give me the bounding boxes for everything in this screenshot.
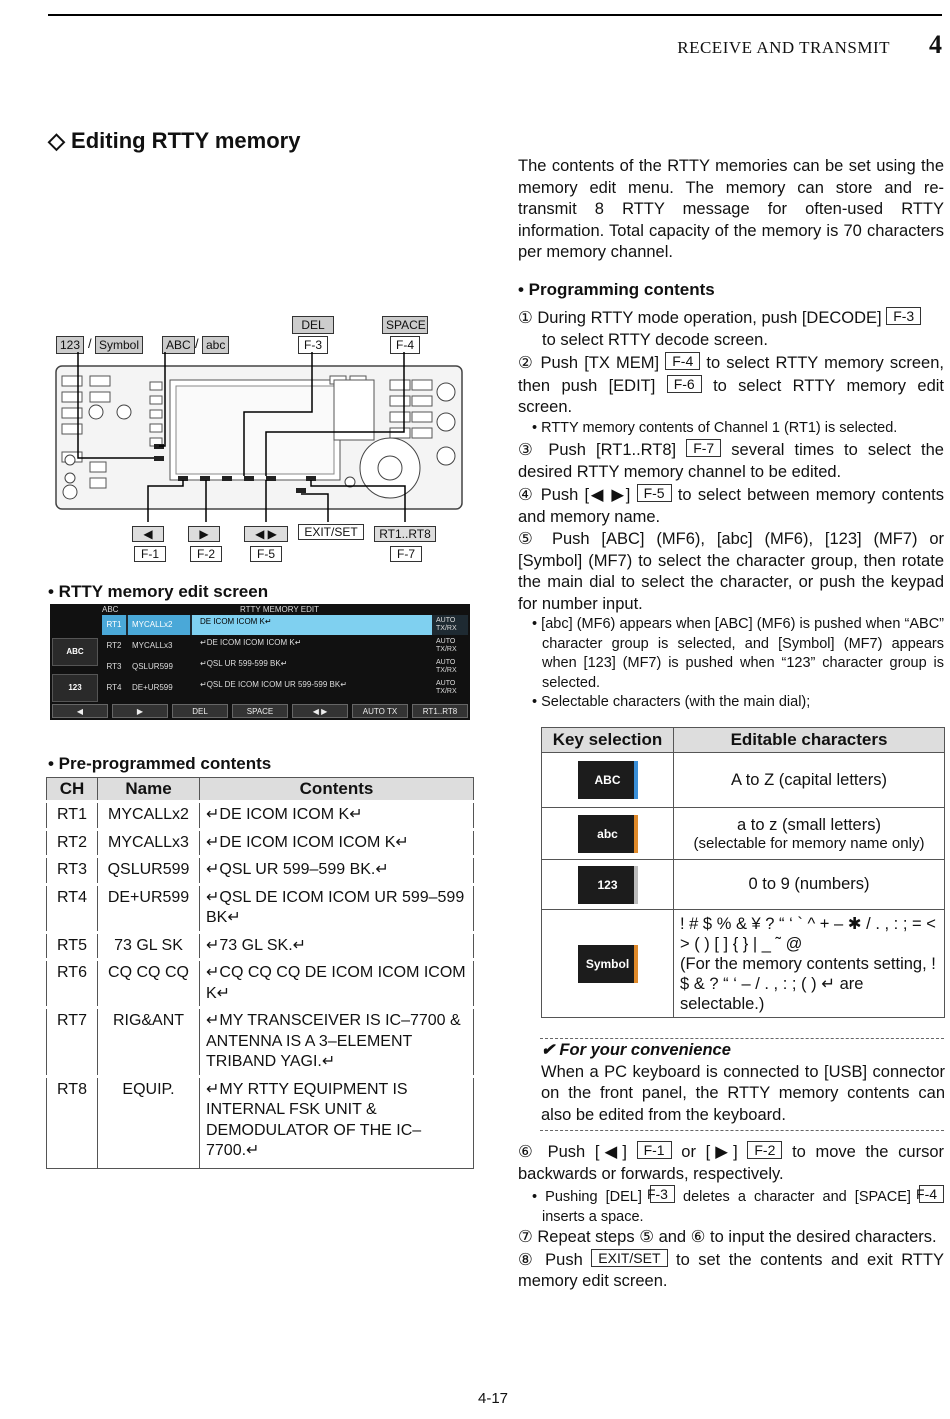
screen-row-mode: AUTO TX/RX [436, 659, 457, 674]
key-f3: F-3 [886, 307, 921, 325]
slash: / [195, 336, 199, 351]
cell-name: DE+UR599 [98, 884, 200, 932]
symbol-key-image: Symbol [578, 945, 638, 983]
preprogrammed-table [46, 777, 474, 1169]
table-row [47, 857, 474, 885]
left-right-button-label: ◀ ▶ [244, 526, 288, 542]
table-row [542, 753, 945, 808]
key-exit-set: EXIT/SET [591, 1249, 667, 1267]
cell-contents: ↵73 GL SK.↵ [200, 932, 474, 960]
key-selection-table [541, 727, 945, 1018]
label-abc-lower: abc [202, 336, 229, 354]
cell-chars: 0 to 9 (numbers) [674, 860, 945, 910]
screen-row-text: ↵DE ICOM ICOM ICOM K↵ [200, 638, 302, 647]
table-row [542, 910, 945, 1018]
key-f3: F-3 [650, 1185, 675, 1203]
screen-row-name: MYCALLx3 [132, 641, 173, 650]
convenience-text: When a PC keyboard is connected to [USB] connector on the front panel, the RTTY memory contents can also be edited from the keyboard. [541, 1062, 945, 1124]
screen-mode: ABC [102, 605, 119, 614]
screen-row-mode: AUTO TX/RX [436, 638, 457, 653]
step-3: ③ Push [RT1..RT8] F-7 several times to select the desired RTTY memory channel to be edited. [518, 440, 944, 481]
step-5-note: • [abc] (MF6) appears when [ABC] (MF6) is pushed when “ABC” character group is selected, and [Symbol] (MF7) appears when [123] (MF7) is pushed when “123” character group is selected. [532, 616, 944, 691]
rt1-rt8-label: RT1..RT8 [374, 526, 436, 542]
key-123-image: 123 [578, 866, 638, 904]
column-header: Contents [200, 778, 474, 802]
programming-heading: • Programming contents [518, 280, 715, 299]
cell-name: CQ CQ CQ [98, 960, 200, 1008]
label-f1: F-1 [134, 546, 166, 562]
chapter-number: 4 [929, 30, 942, 59]
step-1: ① During RTTY mode operation, push [DECODE] F-3 to select RTTY decode screen. [518, 307, 944, 351]
screen-fkey: AUTO TX [352, 704, 408, 718]
cell-name: QSLUR599 [98, 857, 200, 885]
cell-name: MYCALLx2 [98, 802, 200, 830]
screen-fkey: SPACE [232, 704, 288, 718]
transceiver-front-panel [50, 352, 470, 522]
label-space: SPACE [382, 316, 428, 334]
table-header-row [542, 728, 945, 753]
running-header: RECEIVE AND TRANSMIT [677, 38, 890, 57]
cell-ch: RT2 [47, 829, 98, 857]
screen-row-ch: RT2 [106, 641, 122, 650]
cell-ch: RT7 [47, 1008, 98, 1077]
table-row [47, 802, 474, 830]
cell-ch: RT4 [47, 884, 98, 932]
step-2-note: • RTTY memory contents of Channel 1 (RT1) is selected. [532, 419, 898, 436]
screen-fkey: ▶ [112, 704, 168, 718]
screen-row-name: QSLUR599 [132, 662, 173, 671]
abc-upper-key-image: ABC [578, 761, 638, 799]
table-row [47, 960, 474, 1008]
table-row [47, 932, 474, 960]
screen-row [102, 678, 468, 698]
screen-row-text: ↵QSL UR 599-599 BK↵ [200, 659, 288, 668]
screen-row-text: ↵QSL DE ICOM ICOM UR 599-599 BK↵ [200, 680, 347, 689]
cell-contents: ↵MY RTTY EQUIPMENT IS INTERNAL FSK UNIT & DEMODULATOR OF THE IC–7700.↵ [200, 1076, 474, 1168]
cell-name: EQUIP. [98, 1076, 200, 1168]
screen-row [102, 615, 468, 635]
cell-contents: ↵DE ICOM ICOM ICOM K↵ [200, 829, 474, 857]
column-header: Editable characters [674, 728, 945, 753]
label-f5: F-5 [250, 546, 282, 562]
screen-fkey: DEL [172, 704, 228, 718]
key-f1: F-1 [637, 1141, 672, 1159]
cell-contents: ↵MY TRANSCEIVER IS IC–7700 & ANTENNA IS A 3–ELEMENT TRIBAND YAGI.↵ [200, 1008, 474, 1077]
slash: / [88, 336, 92, 351]
cell-name: MYCALLx3 [98, 829, 200, 857]
steps-column [518, 307, 944, 713]
right-button-label: ▶ [188, 526, 220, 542]
label-123: 123 [56, 336, 84, 354]
edit-screen-heading: • RTTY memory edit screen [48, 582, 269, 601]
divider [540, 1130, 944, 1131]
preprog-heading: • Pre-programmed contents [48, 754, 272, 773]
exit-set-label: EXIT/SET [298, 524, 364, 540]
cell-sub: (selectable for memory name only) [693, 834, 925, 852]
cell-name: 73 GL SK [98, 932, 200, 960]
step-5-note-2: • Selectable characters (with the main dial); [532, 694, 811, 710]
table-row [47, 1008, 474, 1077]
left-button-label: ◀ [132, 526, 164, 542]
cell-ch: RT5 [47, 932, 98, 960]
column-header: Name [98, 778, 200, 802]
cell-contents: ↵DE ICOM ICOM K↵ [200, 802, 474, 830]
steps-column-2 [518, 1141, 944, 1293]
screen-fkey: RT1..RT8 [412, 704, 468, 718]
convenience-title: ✔ For your convenience [541, 1041, 731, 1059]
step-2: ② Push [TX MEM] F-4 to select RTTY memory screen, then push [EDIT] F-6 to select RTTY memory edit screen. [518, 353, 944, 416]
label-f2: F-2 [190, 546, 222, 562]
abc-lower-key-image: abc [578, 815, 638, 853]
screen-row-name: MYCALLx2 [128, 615, 190, 635]
cell-ch: RT3 [47, 857, 98, 885]
screen-row-mode: AUTO TX/RX [436, 680, 457, 695]
screen-row-ch: RT3 [106, 662, 122, 671]
key-f4: F-4 [665, 352, 700, 370]
cell-chars: A to Z (capital letters) [674, 753, 945, 808]
label-abc-upper: ABC [162, 336, 195, 354]
cell-ch: RT1 [47, 802, 98, 830]
label-f7: F-7 [390, 546, 422, 562]
screen-row-ch: RT1 [102, 615, 126, 635]
convenience-note [541, 1040, 945, 1126]
screen-side-abc: ABC [52, 638, 98, 666]
label-f4: F-4 [390, 336, 420, 354]
table-row [542, 860, 945, 910]
top-rule [48, 14, 942, 16]
screen-row-text: DE ICOM ICOM K↵ [192, 615, 432, 635]
screen-row-ch: RT4 [106, 683, 122, 692]
divider [540, 1038, 944, 1039]
label-del: DEL [292, 316, 334, 334]
column-header: Key selection [542, 728, 674, 753]
key-f7: F-7 [686, 439, 721, 457]
key-f6: F-6 [667, 375, 702, 393]
key-f2: F-2 [747, 1141, 782, 1159]
section-title: ◇ Editing RTTY memory [48, 128, 301, 153]
transceiver-panel-diagram [50, 312, 470, 572]
step-8: ⑧ Push EXIT/SET to set the contents and exit RTTY memory edit screen. [518, 1249, 944, 1290]
screen-side-123: 123 [52, 674, 98, 702]
key-f5: F-5 [637, 484, 672, 502]
screen-title: RTTY MEMORY EDIT [240, 605, 319, 614]
step-6: ⑥ Push [◀] F-1 or [▶] F-2 to move the cursor backwards or forwards, respectively. [518, 1142, 944, 1183]
screen-row-name: DE+UR599 [132, 683, 173, 692]
screen-fkey: ◀ ▶ [292, 704, 348, 718]
cell-name: RIG&ANT [98, 1008, 200, 1077]
step-4: ④ Push [◀ ▶] F-5 to select between memory contents and memory name. [518, 485, 944, 526]
table-row [47, 884, 474, 932]
cell-ch: RT8 [47, 1076, 98, 1168]
cell-contents: ↵QSL DE ICOM ICOM UR 599–599 BK↵ [200, 884, 474, 932]
cell-contents: ↵CQ CQ CQ DE ICOM ICOM ICOM K↵ [200, 960, 474, 1008]
screen-row [102, 657, 468, 677]
key-f4: F-4 [919, 1185, 944, 1203]
step-7: ⑦ Repeat steps ⑤ and ⑥ to input the desired characters. [518, 1228, 937, 1246]
column-header: CH [47, 778, 98, 802]
cell-chars: a to z (small letters) [737, 815, 881, 834]
table-row [47, 829, 474, 857]
table-row [47, 1076, 474, 1168]
label-f3: F-3 [298, 336, 328, 354]
table-header-row [47, 778, 474, 802]
cell-ch: RT6 [47, 960, 98, 1008]
screen-fkey: ◀ [52, 704, 108, 718]
intro-paragraph: The contents of the RTTY memories can be set using the memory edit menu. The memory can store and re-transmit 8 RTTY message for often-used RTTY information. Total capacity of the memory is 70 characters per memory channel. [518, 157, 944, 261]
cell-sub: (For the memory contents setting, ! $ & ? “ ‘ – / . , : ; ( ) ↵ are selectable.) [680, 954, 936, 1013]
step-5: ⑤ Push [ABC] (MF6), [abc] (MF6), [123] (MF7) or [Symbol] (MF7) to select the character group, then rotate the main dial to select the character, or push the keypad for number input. [518, 530, 944, 613]
rtty-memory-edit-screen [50, 604, 470, 720]
page-number: 4-17 [478, 1390, 509, 1407]
screen-row-mode: AUTO TX/RX [436, 617, 457, 632]
cell-contents: ↵QSL UR 599–599 BK.↵ [200, 857, 474, 885]
cell-chars: ! # $ % & ¥ ? “ ‘ ` ^ + – ✱ / . , : ; = < > ( ) [ ] { } | _ ˜ @ [680, 914, 936, 953]
table-row [542, 808, 945, 860]
label-symbol: Symbol [95, 336, 143, 354]
screen-row [102, 636, 468, 656]
step-6-note: • Pushing [DEL] F-3 deletes a character and [SPACE] F-4 inserts a space. [518, 1185, 944, 1227]
